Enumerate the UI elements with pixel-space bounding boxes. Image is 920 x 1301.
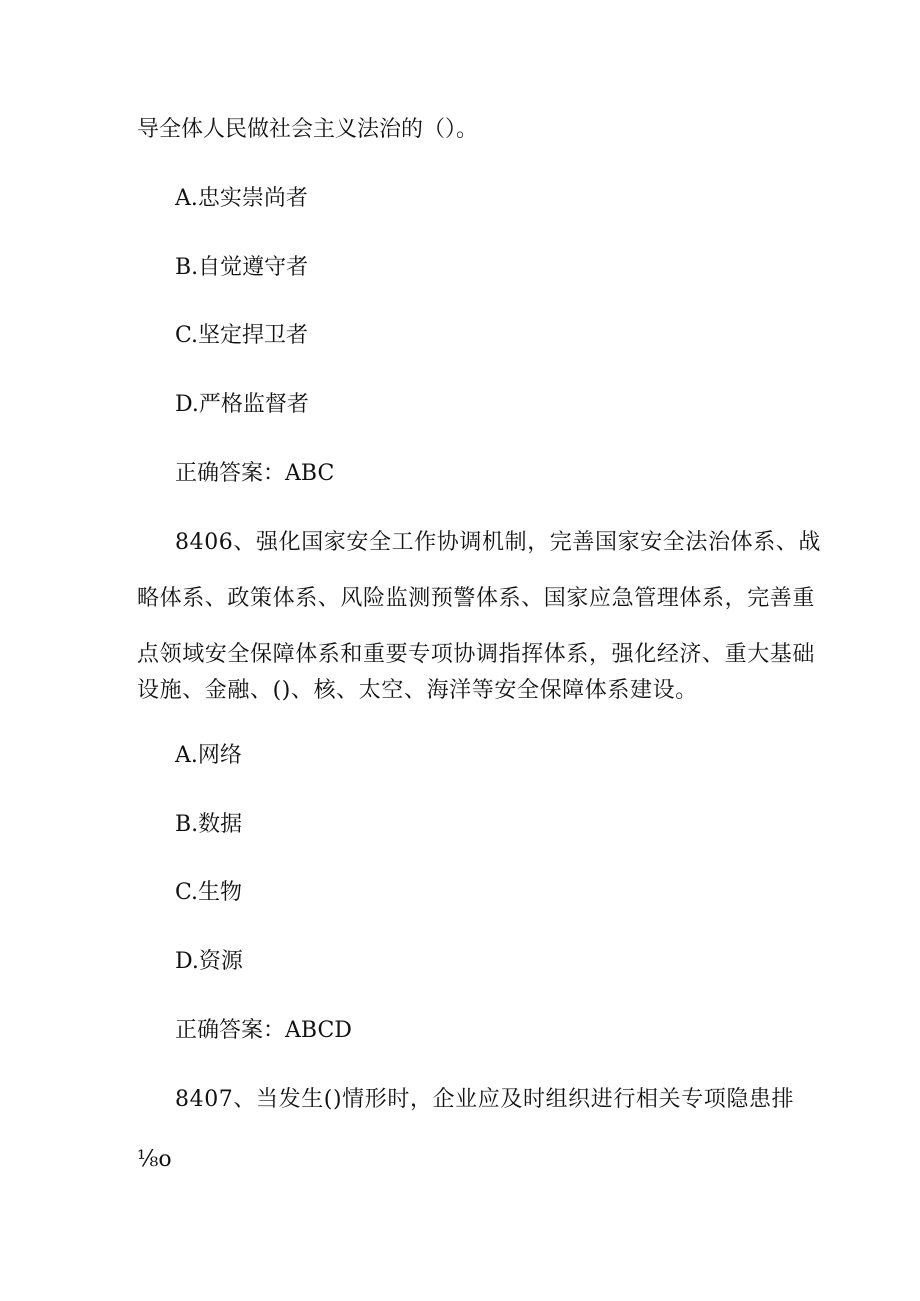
question-8407-line: 8407、当发生()情形时，企业应及时组织进行相关专项隐患排 (175, 1087, 795, 1112)
question-line: 8406、强化国家安全工作协调机制，完善国家安全法治体系、战 (175, 530, 821, 555)
question-line: 略体系、政策体系、风险监测预警体系、国家应急管理体系，完善重 (137, 586, 816, 611)
option-d: D.资源 (175, 949, 243, 974)
intro-line: 导全体人民做社会主义法治的（）。 (137, 117, 479, 142)
page-marker: ⅛o (137, 1147, 172, 1172)
option-a: A.网络 (175, 743, 242, 768)
question-line: 点领域安全保障体系和重要专项协调指挥体系，强化经济、重大基础 (137, 642, 816, 667)
answer-line: 正确答案：ABCD (175, 1018, 352, 1043)
option-c: C.生物 (175, 880, 243, 905)
option-b: B.数据 (175, 812, 243, 837)
answer-line: 正确答案：ABC (175, 461, 335, 486)
option-c: C.坚定捍卫者 (175, 323, 309, 348)
option-a: A.忠实崇尚者 (175, 186, 308, 211)
question-line: 设施、金融、()、核、太空、海洋等安全保障体系建设。 (137, 678, 698, 703)
option-d: D.严格监督者 (175, 392, 309, 417)
option-b: B.自觉遵守者 (175, 255, 309, 280)
